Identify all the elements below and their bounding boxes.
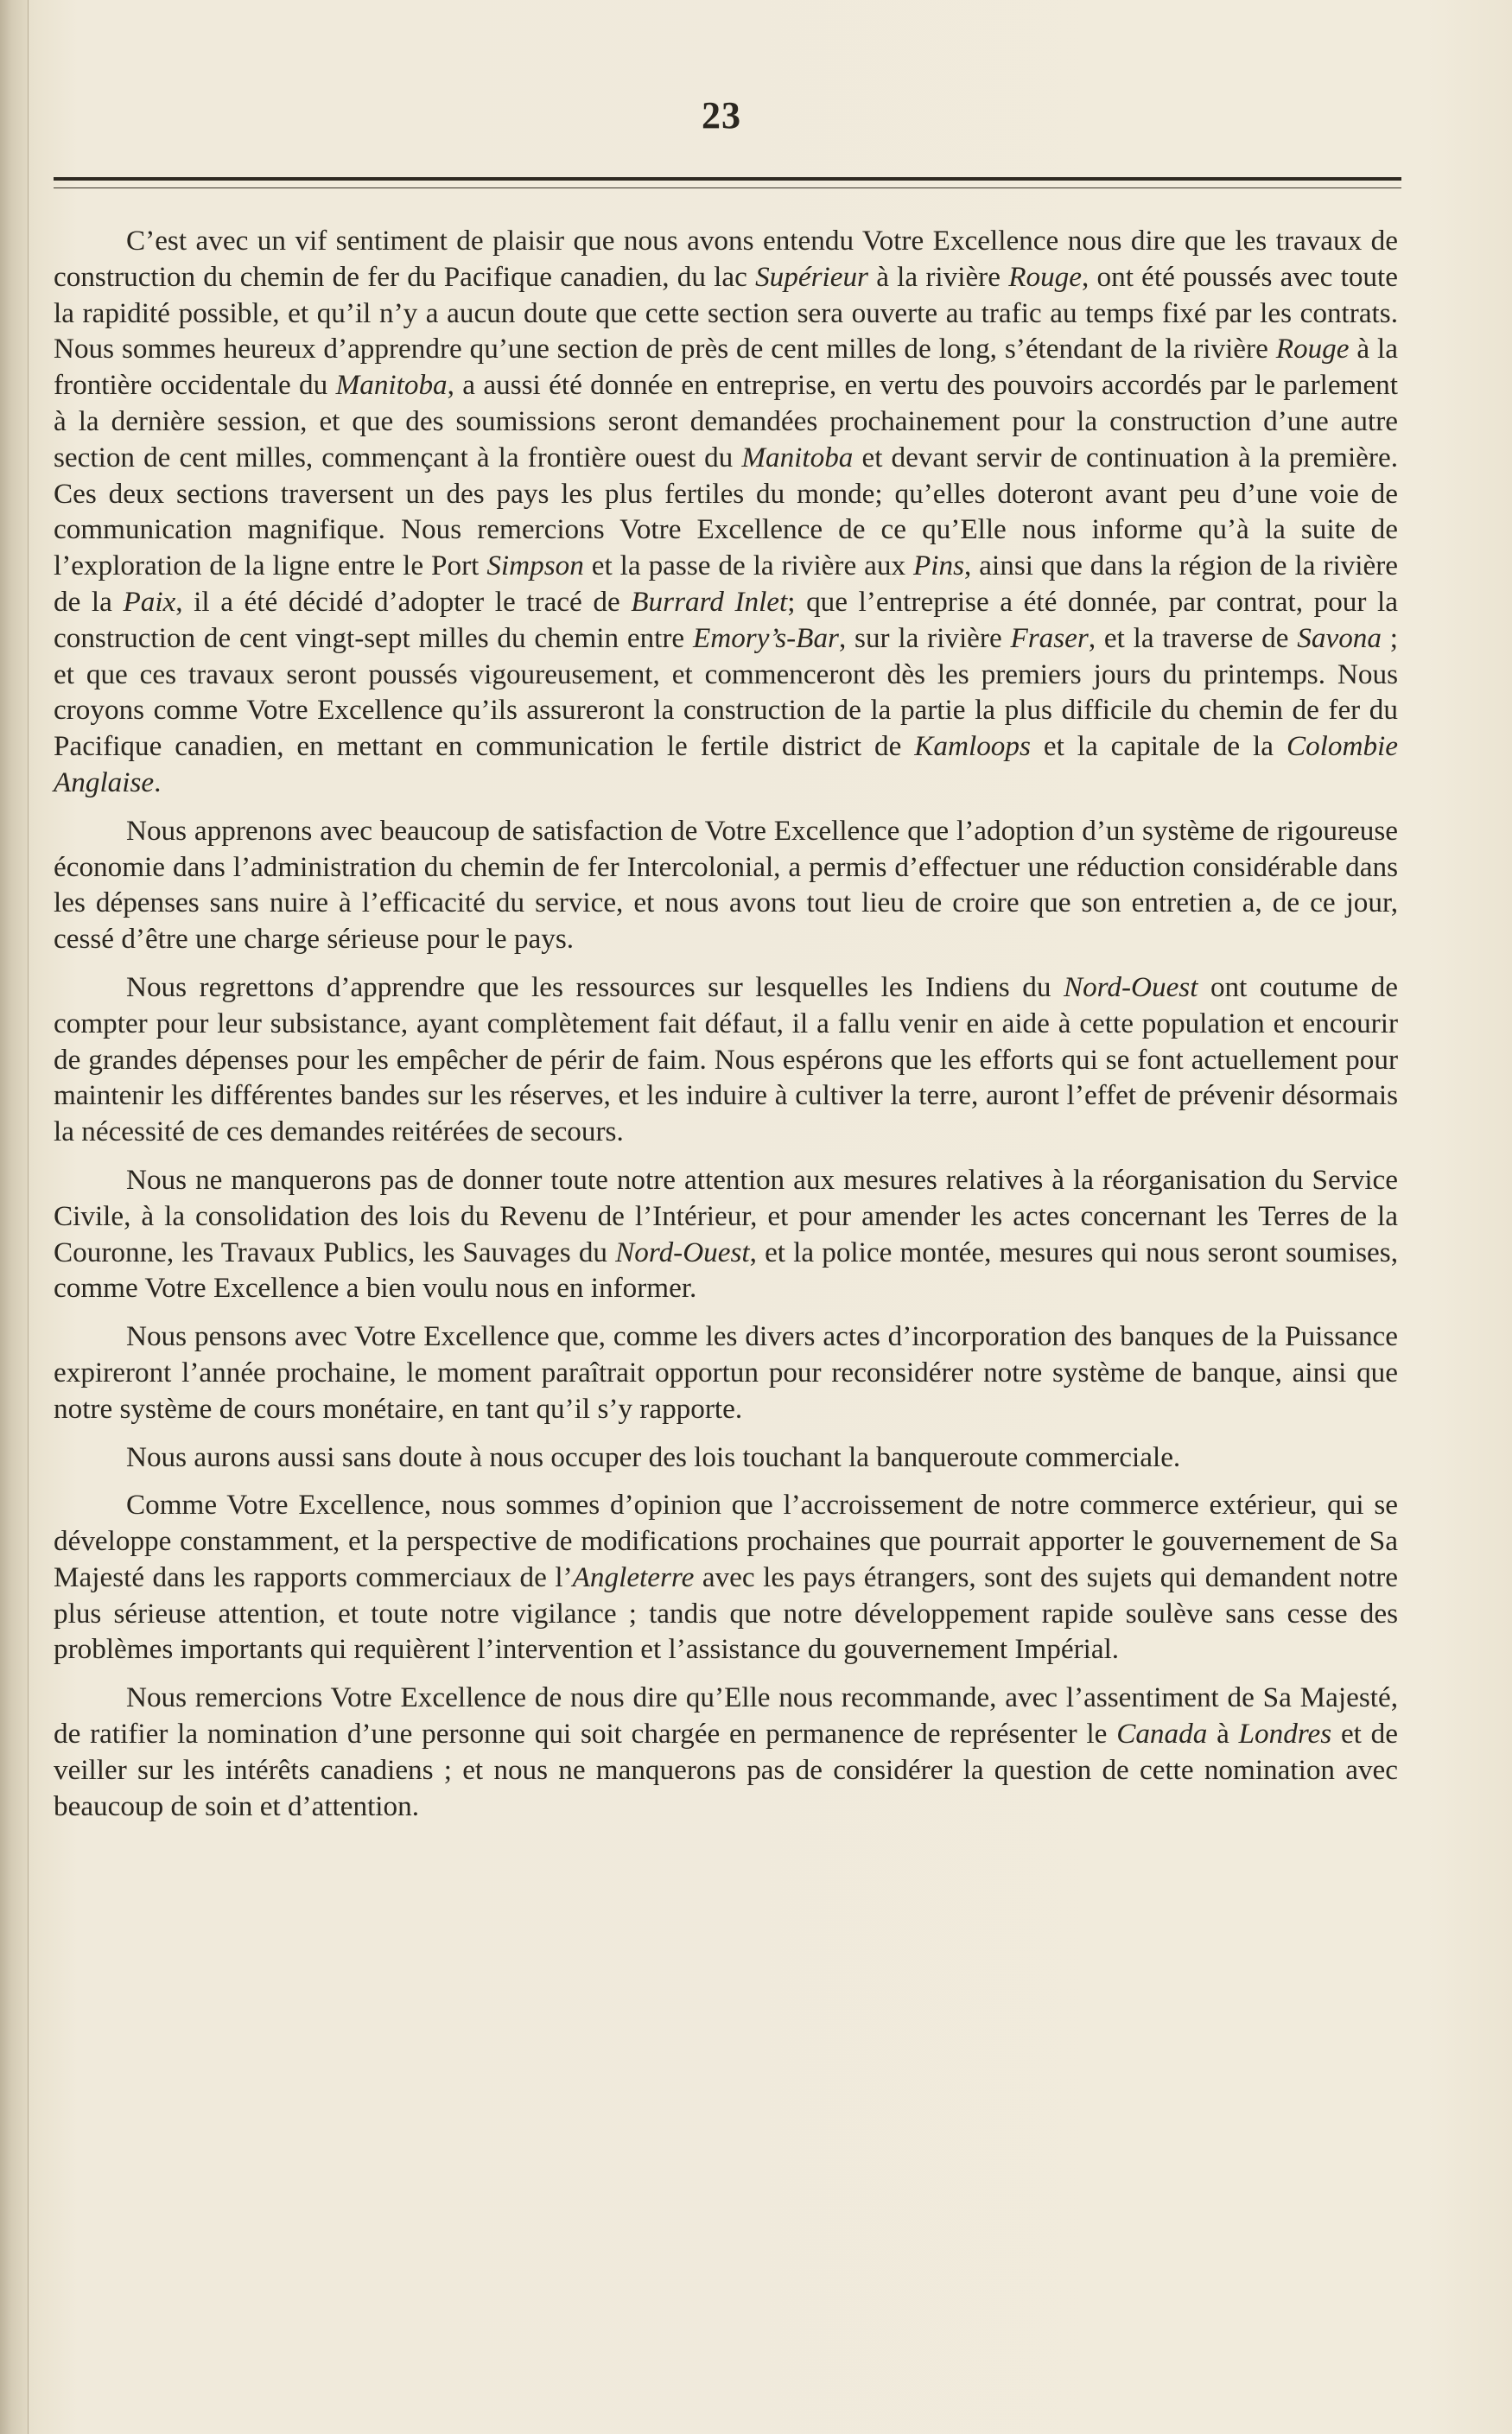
text-run: ; et que ces travaux seront poussés vigoureusement, et commenceront dès les premiers jours du printemps. Nous croyons comme Votre Excellence qu’ils assureront la construction de la partie la plus difficile du chemin de fer du Pacifique canadien, en mettant en communication le fertile district de — [54, 621, 1398, 763]
text-run: à — [1207, 1718, 1239, 1751]
text-run: , et la traverse de — [1088, 621, 1298, 654]
italic-text: Colombie Anglaise — [54, 730, 1398, 798]
text-run: Nous pensons avec Votre Excellence que, comme les divers actes d’incorporation des banques de la Puissance expireront l’année prochaine, le moment paraîtrait opportun pour reconsidérer notre système de banque, ainsi que notre système de cours monétaire, en tant qu’il s’y rapporte. — [54, 1320, 1398, 1425]
italic-text: Pins — [913, 550, 965, 582]
italic-text: Rouge — [1275, 333, 1350, 365]
italic-text: Manitoba — [335, 369, 448, 402]
italic-text: Angleterre — [572, 1560, 695, 1593]
italic-text: Savona — [1297, 621, 1382, 654]
italic-text: Canada — [1116, 1718, 1208, 1751]
text-run: . — [154, 766, 162, 798]
text-run: , sur la rivière — [838, 621, 1011, 654]
text-run: , et la police montée, mesures qui nous seront soumises, comme Votre Excellence a bien voulu nous en informer. — [54, 1236, 1398, 1305]
text-run: , ont été poussés avec toute la rapidité possible, et qu’il n’y a aucun doute que cette section sera ouverte au trafic au temps fixé par les contrats. Nous sommes heureux d’apprendre qu’une section de près de cent milles de long, s’étendant de la rivière — [54, 260, 1398, 365]
text-run: et de veiller sur les intérêts canadiens ; et nous ne manquerons pas de considérer la question de cette nomination avec beaucoup de soin et d’attention. — [54, 1718, 1399, 1822]
text-run: à la rivière — [867, 260, 1009, 293]
italic-text: Kamloops — [914, 730, 1031, 763]
text-run: et la capitale de la — [1030, 730, 1286, 763]
text-run: C’est avec un vif sentiment de plaisir que nous avons entendu Votre Excellence nous dire que les travaux de construction du chemin de fer du Pacifique canadien, du lac — [54, 225, 1398, 293]
header-rule-thin — [54, 187, 1401, 188]
paragraph — [54, 1439, 1398, 1476]
header-rule-thick — [54, 177, 1401, 181]
text-run: avec les pays étrangers, sont des sujets qui demandent notre plus sérieuse attention, et toute notre vigilance ; tandis que notre développement rapide soulève sans cesse des problèmes importants qui requièrent l’intervention et l’assistance du gouvernement Impérial. — [54, 1560, 1398, 1666]
italic-text: Nord-Ouest — [615, 1236, 750, 1268]
italic-text: Simpson — [486, 550, 584, 582]
text-run: Nous aurons aussi sans doute à nous occuper des lois touchant la banqueroute commerciale. — [126, 1440, 1181, 1473]
text-run: à la frontière occidentale du — [54, 333, 1398, 402]
text-run: Comme Votre Excellence, nous sommes d’opinion que l’accroissement de notre commerce extérieur, qui se développe constamment, et la perspective de modifications prochaines que pourrait apporter le gouvernement de Sa Majesté dans les rapports commerciaux de l’ — [54, 1489, 1398, 1593]
text-run: , ainsi que dans la région de la rivière de la — [54, 550, 1398, 618]
binding-edge — [0, 0, 29, 2434]
italic-text: Rouge — [1008, 260, 1082, 293]
text-run: , il a été décidé d’adopter le tracé de — [175, 585, 632, 618]
paragraph — [54, 1162, 1398, 1306]
italic-text: Emory’s-Bar — [692, 621, 839, 654]
body-text — [54, 223, 1398, 1824]
text-run: Nous regrettons d’apprendre que les ressources sur lesquelles les Indiens du — [126, 970, 1064, 1003]
italic-text: Nord-Ouest — [1063, 970, 1198, 1003]
italic-text: Paix — [123, 585, 176, 618]
text-run: , a aussi été donnée en entreprise, en vertu des pouvoirs accordés par le parlement à la dernière session, et que des soumissions seront demandées prochainement pour la construction d’une autre section de cent milles, commençant à la frontière ouest du — [54, 369, 1398, 473]
italic-text: Fraser — [1010, 621, 1089, 654]
text-run: Nous remercions Votre Excellence de nous dire qu’Elle nous recommande, avec l’assentiment de Sa Majesté, de ratifier la nomination d’une personne qui soit chargée en permanence de représenter le — [54, 1681, 1398, 1751]
text-run: et devant servir de continuation à la première. Ces deux sections traversent un des pays les plus fertiles du monde; qu’elles doteront avant peu d’une voie de communication magnifique. Nous remercions Votre Excellence de ce qu’Elle nous informe qu’à la suite de l’exploration de la ligne entre le Port — [54, 441, 1398, 582]
italic-text: Burrard Inlet — [631, 585, 788, 618]
paragraph — [54, 813, 1398, 957]
italic-text: Londres — [1238, 1718, 1332, 1751]
paragraph — [54, 1680, 1398, 1824]
paragraph — [54, 969, 1398, 1150]
paragraph — [54, 1319, 1398, 1427]
italic-text: Supérieur — [755, 260, 868, 293]
text-run: et la passe de la rivière aux — [583, 550, 914, 582]
paragraph — [54, 223, 1398, 801]
paragraph — [54, 1487, 1398, 1668]
page-number: 23 — [702, 94, 741, 137]
text-run: Nous apprenons avec beaucoup de satisfaction de Votre Excellence que l’adoption d’un système de rigoureuse économie dans l’administration du chemin de fer Intercolonial, a permis d’effectuer une réduction considérable dans les dépenses sans nuire à l’efficacité du service, et nous avons tout lieu de croire que son entretien a, de ce jour, cessé d’être une charge sérieuse pour le pays. — [54, 814, 1398, 956]
italic-text: Manitoba — [741, 441, 854, 473]
text-run: ; que l’entreprise a été donnée, par contrat, pour la construction de cent vingt-sept milles du chemin entre — [54, 585, 1398, 654]
text-run: Nous ne manquerons pas de donner toute notre attention aux mesures relatives à la réorganisation du Service Civile, à la consolidation des lois du Revenu de l’Intérieur, et pour amender les actes concernant les Terres de la Couronne, les Travaux Publics, les Sauvages du — [54, 1163, 1398, 1268]
text-run: ont coutume de compter pour leur subsistance, ayant complètement fait défaut, il a fallu venir en aide à cette population et encourir de grandes dépenses pour les empêcher de périr de faim. Nous espérons que les efforts qui se font actuellement pour maintenir les différentes bandes sur les réserves, et les induire à cultiver la terre, auront l’effet de prévenir désormais la nécessité de ces demandes reitérées de secours. — [54, 970, 1399, 1148]
